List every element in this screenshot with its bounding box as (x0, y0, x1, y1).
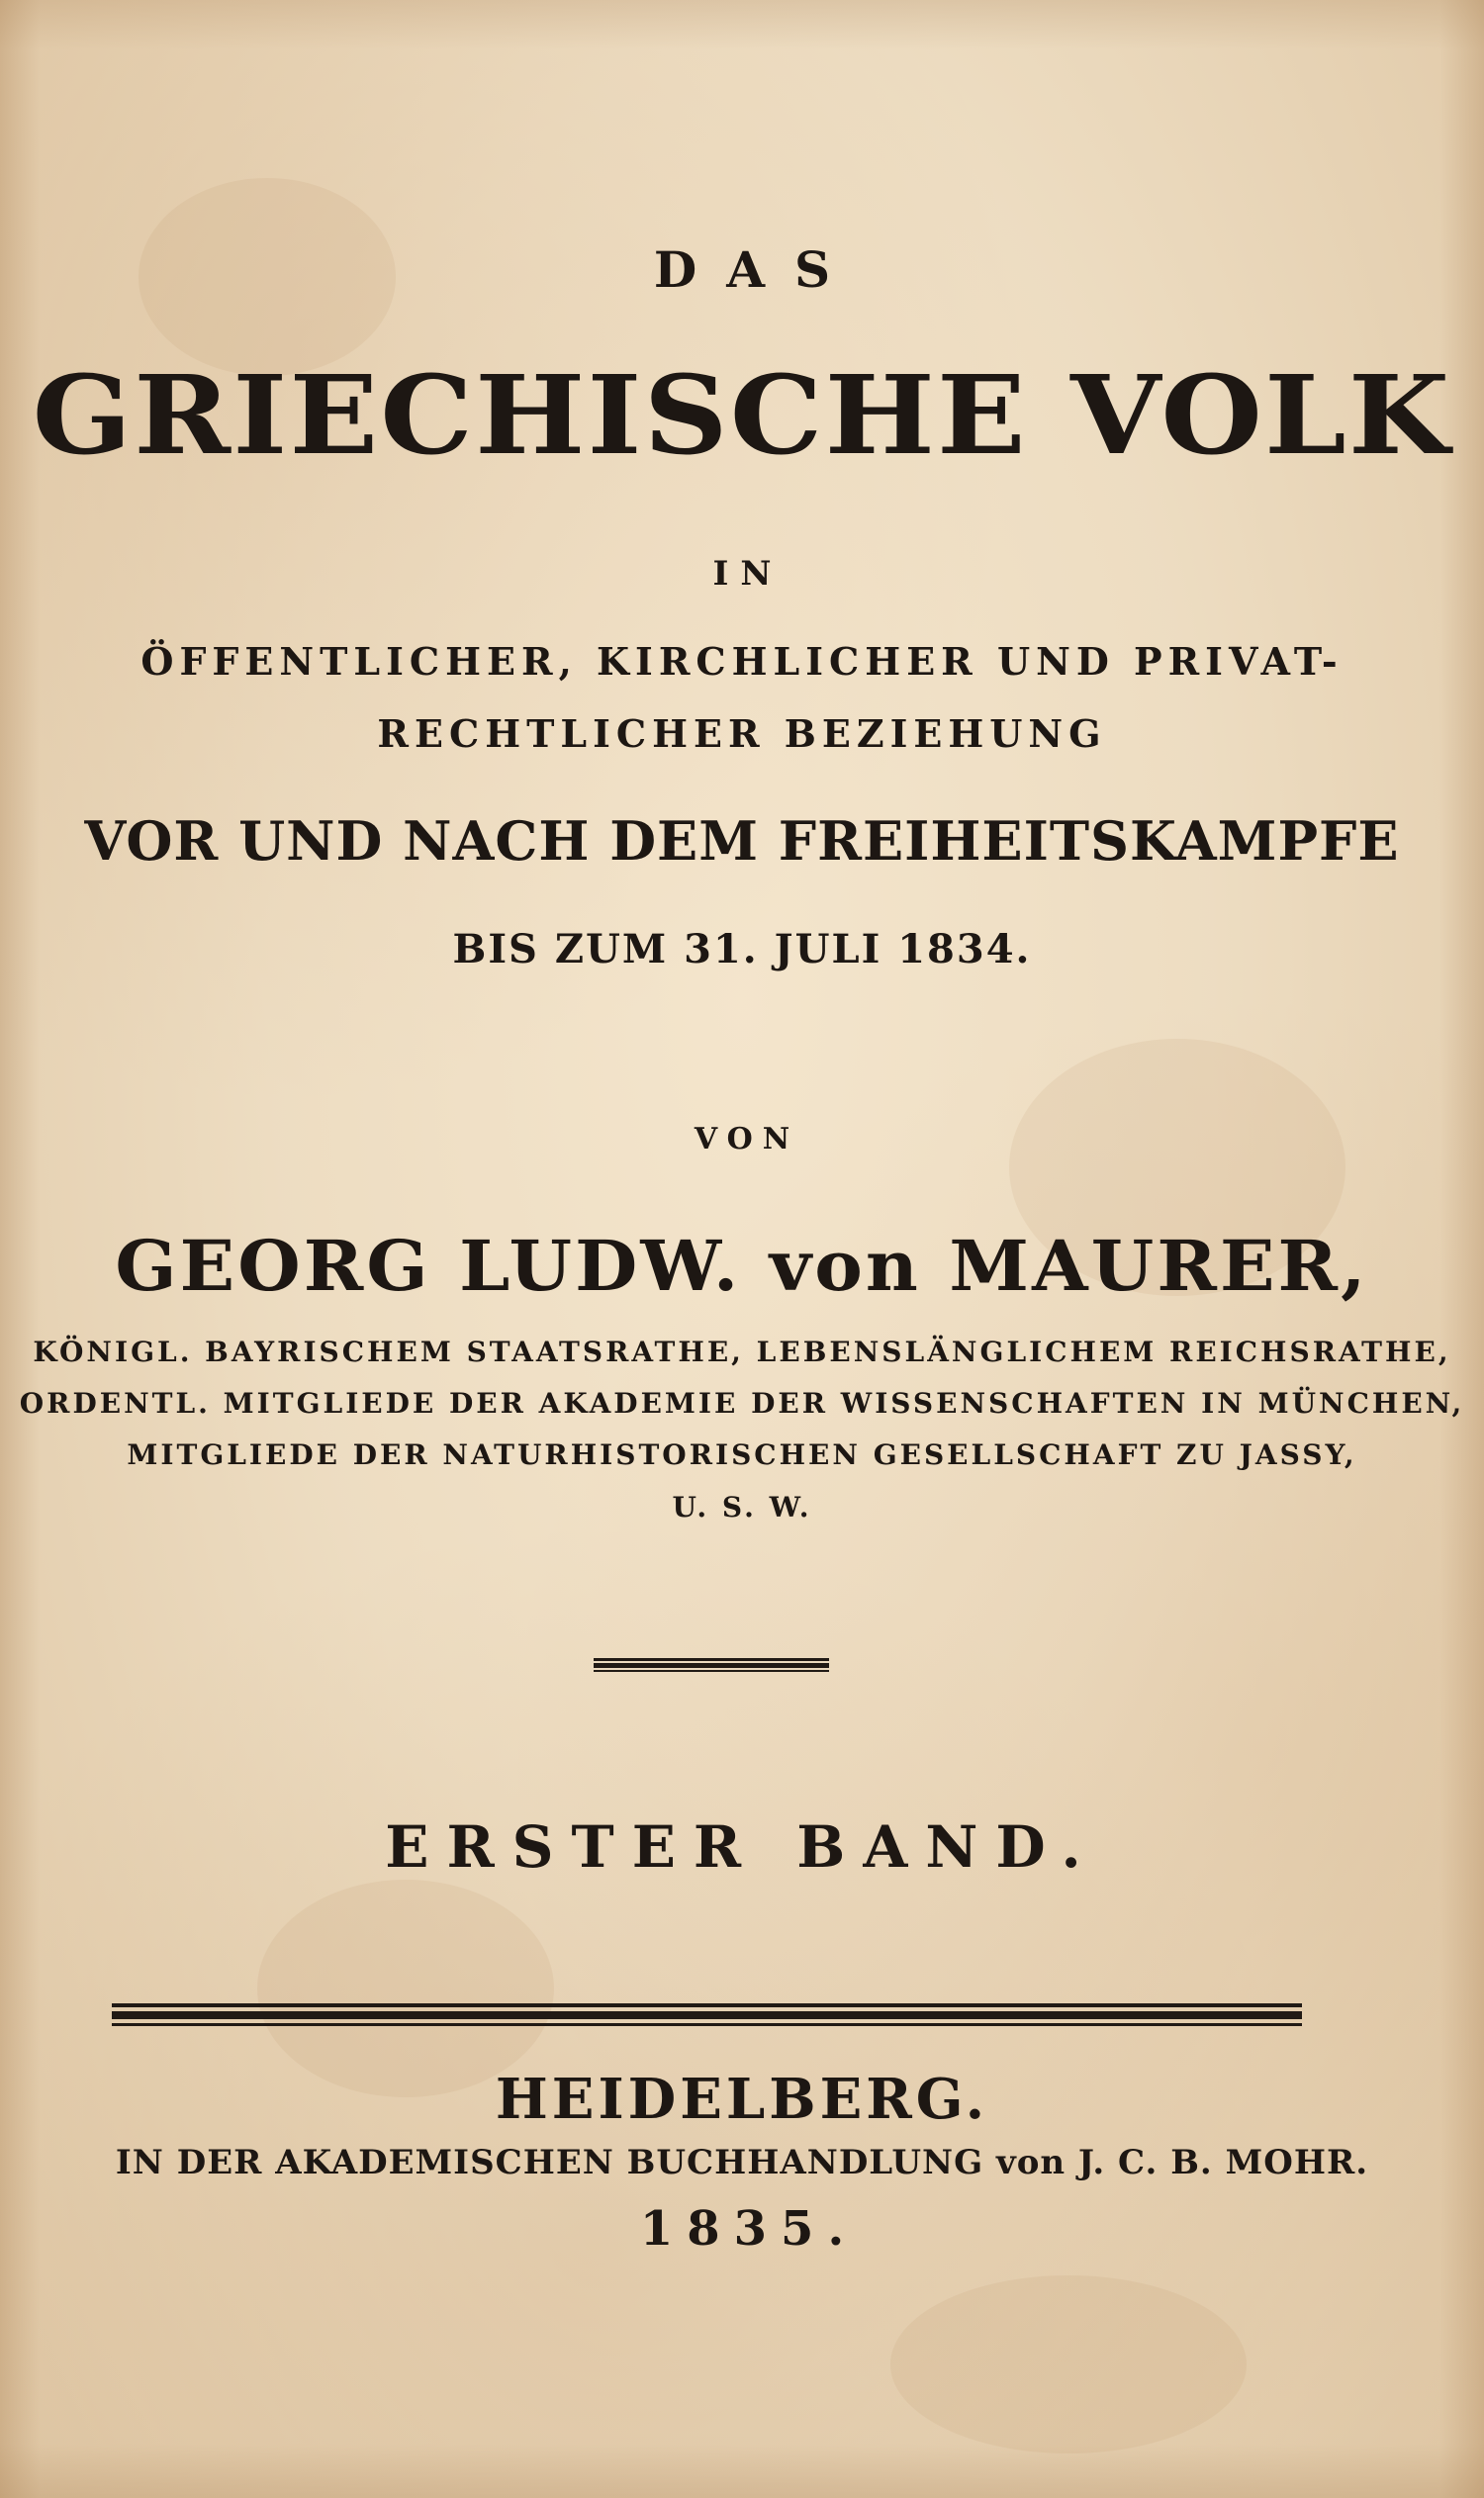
subtitle-line-2: RECHTLICHER BEZIEHUNG (377, 711, 1107, 756)
author-title-line-4: U. S. W. (672, 1491, 812, 1524)
subtitle-line-3: VOR UND NACH DEM FREIHEITSKAMPFE (84, 809, 1400, 873)
volume-label: ERSTER BAND. (385, 1813, 1099, 1881)
title-article: DAS (653, 240, 861, 299)
author-title-line-1: KÖNIGL. BAYRISCHEM STAATSRATHE, LEBENSLÄNGLICHEM REICHSRATHE, (33, 1336, 1451, 1368)
imprint-city: HEIDELBERG. (495, 2067, 989, 2132)
imprint-rule (112, 2003, 1302, 2027)
subtitle-line-1: ÖFFENTLICHER, KIRCHLICHER UND PRIVAT- (140, 639, 1344, 684)
imprint-publisher: IN DER AKADEMISCHEN BUCHHANDLUNG von J. C. B. MOHR. (115, 2143, 1369, 2182)
by-line: VON (694, 1122, 800, 1156)
subtitle-line-4: BIS ZUM 31. JULI 1834. (452, 926, 1032, 972)
author-name: GEORG LUDW. von MAURER, (115, 1225, 1369, 1307)
title-preposition: IN (712, 554, 784, 594)
book-title: GRIECHISCHE VOLK (32, 351, 1452, 479)
ornamental-divider (594, 1658, 829, 1672)
author-title-line-2: ORDENTL. MITGLIEDE DER AKADEMIE DER WISSENSCHAFTEN IN MÜNCHEN, (19, 1387, 1465, 1420)
author-title-line-3: MITGLIEDE DER NATURHISTORISCHEN GESELLSCHAFT ZU JASSY, (127, 1438, 1357, 1471)
paper-stain (257, 1880, 554, 2097)
paper-stain (890, 2275, 1247, 2453)
imprint-year: 1835. (639, 2201, 859, 2257)
